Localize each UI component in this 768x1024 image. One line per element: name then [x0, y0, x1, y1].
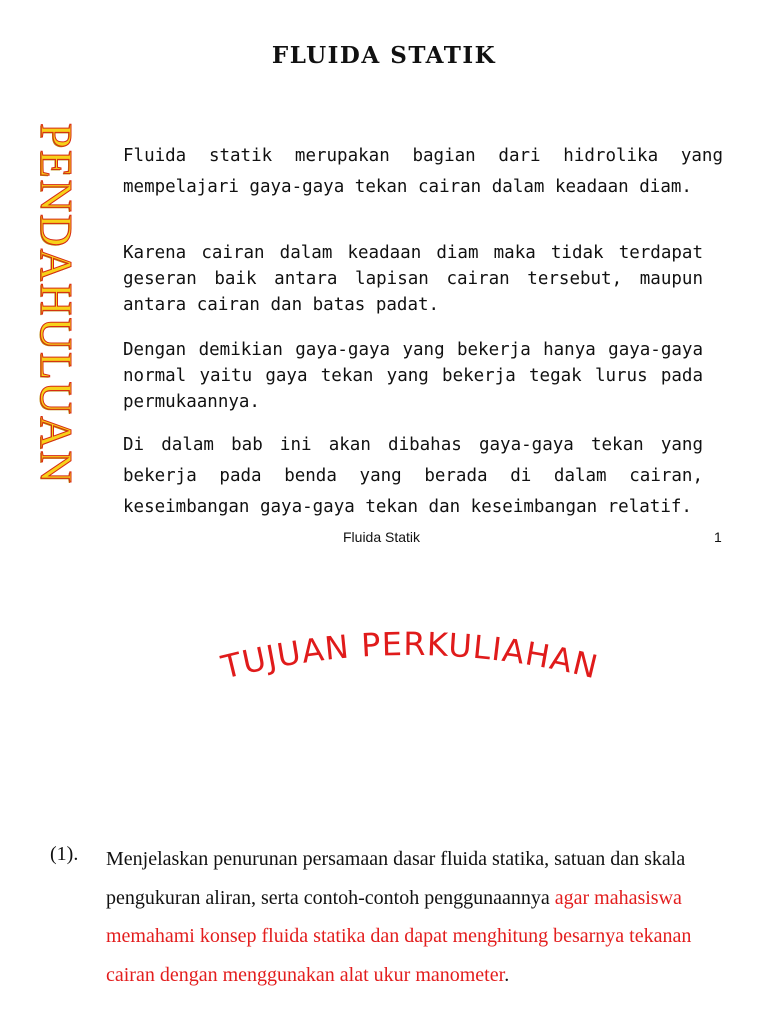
- paragraph-3: Dengan demikian gaya-gaya yang bekerja hanya gaya-gaya normal yaitu gaya tekan yang bekerja tegak lurus pada permukaannya.: [123, 340, 703, 412]
- objective-number: (1).: [50, 843, 79, 865]
- vertical-heading-container: [32, 98, 80, 510]
- footer-text: Fluida Statik: [343, 529, 421, 545]
- arched-title: [140, 610, 680, 720]
- objective-text-end: .: [504, 963, 510, 986]
- slide-title: FLUIDA STATIK: [271, 42, 497, 69]
- arched-title-text: TUJUAN PERKULIAHAN: [217, 624, 603, 687]
- objective-text-black: Menjelaskan penurunan persamaan dasar fluida statika, satuan dan skala pengukuran aliran, serta contoh-contoh penggunaannya: [106, 848, 686, 909]
- vertical-heading: PENDAHULUAN: [31, 123, 81, 485]
- objective-text: [106, 840, 726, 994]
- paragraph-4: Di dalam bab ini akan dibahas gaya-gaya tekan yang bekerja pada benda yang berada di dalam cairan, keseimbangan gaya-gaya tekan dan keseimbangan relatif.: [123, 435, 703, 517]
- paragraph-1: Fluida statik merupakan bagian dari hidrolika yang mempelajari gaya-gaya tekan cairan dalam keadaan diam.: [123, 146, 723, 197]
- page-number: 1: [714, 529, 722, 545]
- objective-text-red: agar mahasiswa memahami konsep fluida statika dan dapat menghitung besarnya tekanan cairan dengan menggunakan alat ukur manometer: [106, 886, 692, 986]
- paragraph-2: Karena cairan dalam keadaan diam maka tidak terdapat geseran baik antara lapisan cairan tersebut, maupun antara cairan dan batas padat.: [123, 243, 703, 315]
